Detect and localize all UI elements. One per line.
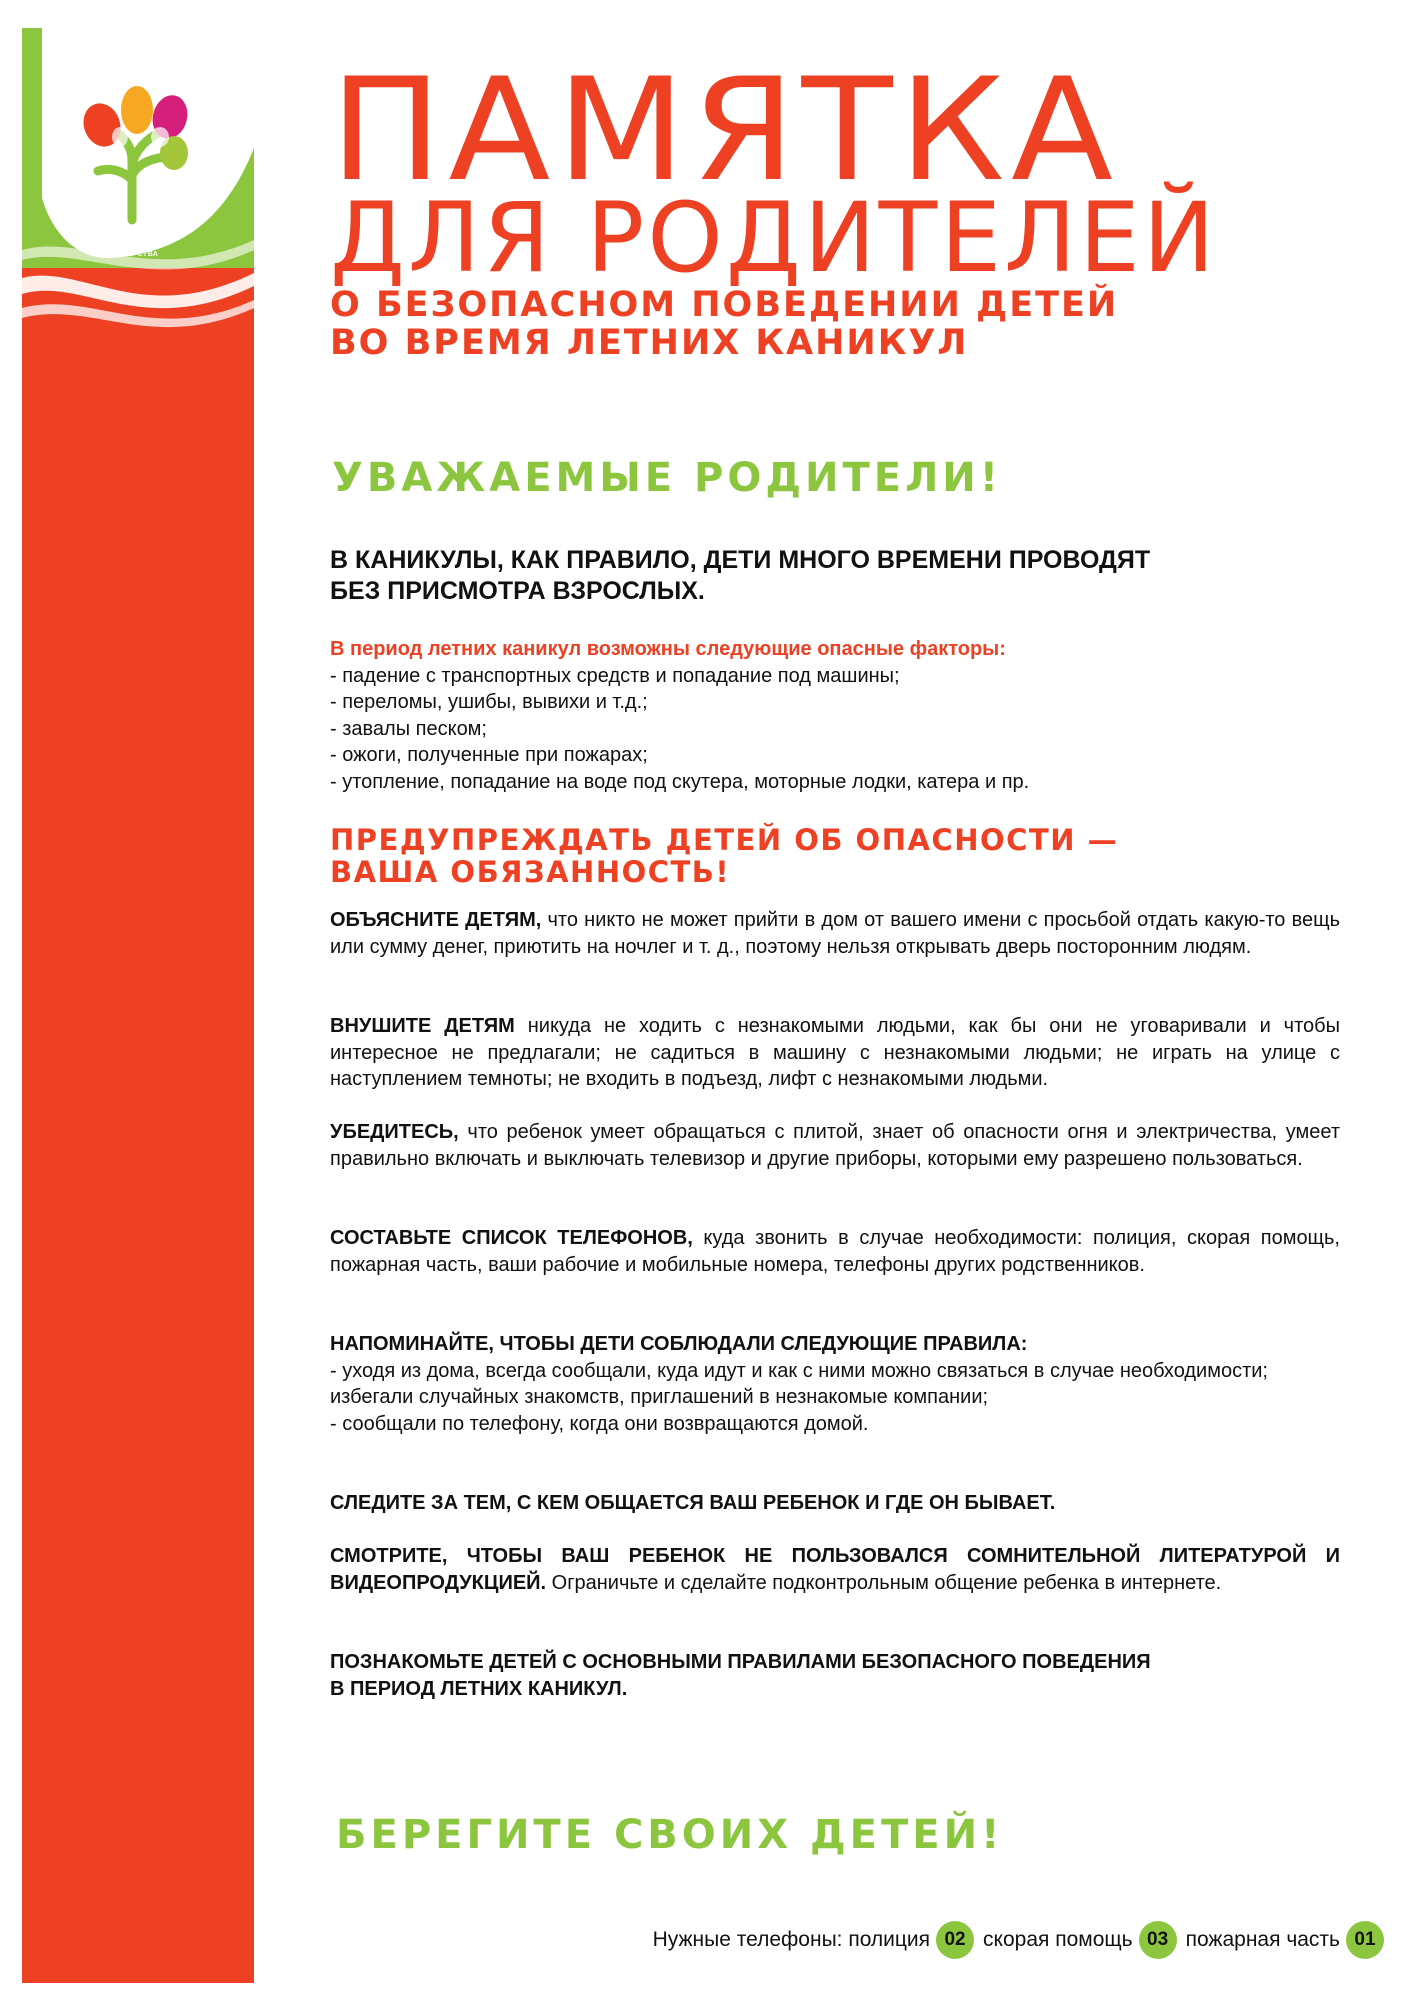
closing-heading: БЕРЕГИТЕ СВОИХ ДЕТЕЙ! — [336, 1812, 1004, 1858]
paragraph-watch — [330, 1490, 1340, 1517]
duty-heading — [330, 824, 1340, 888]
paragraph-remind-lead: НАПОМИНАЙТЕ, ЧТОБЫ ДЕТИ СОБЛЮДАЛИ СЛЕДУЮЩИЕ ПРАВИЛА: — [330, 1333, 1028, 1355]
factor-item: - ожоги, полученные при пожарах; — [330, 744, 648, 766]
lead-statement — [330, 545, 1340, 607]
family-tree-icon — [62, 75, 202, 225]
paragraph-ensure-lead: УБЕДИТЕСЬ, — [330, 1121, 459, 1143]
logo-line3: МАСТЕРСТВА — [105, 251, 159, 258]
lead-line1: В КАНИКУЛЫ, КАК ПРАВИЛО, ДЕТИ МНОГО ВРЕМЕНИ ПРОВОДЯТ — [330, 546, 1151, 574]
paragraph-media-lead: СМОТРИТЕ, ЧТОБЫ ВАШ РЕБЕНОК НЕ ПОЛЬЗОВАЛСЯ СОМНИТЕЛЬНОЙ ЛИТЕРАТУРОЙ И ВИДЕОПРОДУКЦИЕЙ. — [330, 1545, 1340, 1594]
remind-item: - уходя из дома, всегда сообщали, куда идут и как с ними можно связаться в случае необходимости; — [330, 1359, 1268, 1382]
side-band — [22, 28, 254, 1983]
paragraph-remind — [330, 1331, 1340, 1437]
paragraph-explain-lead: ОБЪЯСНИТЕ ДЕТЯМ, — [330, 909, 542, 931]
paragraph-phone-list-lead: СОСТАВЬТЕ СПИСОК ТЕЛЕФОНОВ, — [330, 1227, 693, 1249]
danger-factors — [330, 636, 1340, 795]
paragraph-rules-line2: В ПЕРИОД ЛЕТНИХ КАНИКУЛ. — [330, 1677, 628, 1700]
fire-number-badge: 01 — [1346, 1921, 1384, 1959]
paragraph-media-text: Ограничьте и сделайте подконтрольным общение ребенка в интернете. — [546, 1571, 1222, 1594]
title-line2: ДЛЯ РОДИТЕЛЕЙ — [330, 182, 1218, 294]
factor-item: - падение с транспортных средств и попадание под машины; — [330, 664, 900, 687]
factor-item: - переломы, ушибы, вывихи и т.д.; — [330, 691, 648, 713]
duty-line1: ПРЕДУПРЕЖДАТЬ ДЕТЕЙ ОБ ОПАСНОСТИ — — [330, 823, 1119, 857]
remind-item: - сообщали по телефону, когда они возвращаются домой. — [330, 1412, 869, 1435]
paragraph-instill-text: никуда не ходить с незнакомыми людьми, как бы они не уговаривали и чтобы интересное не предлагали; не садиться в машину с незнакомыми людьми; не играть на улице с наступлением темноты; не входить в подъезд, лифт с незнакомыми людьми. — [330, 1015, 1340, 1090]
title-line1: ПАМЯТКА — [330, 48, 1120, 213]
remind-item: избегали случайных знакомств, приглашений в незнакомые компании; — [330, 1386, 989, 1408]
paragraph-ensure-text: что ребенок умеет обращаться с плитой, знает об опасности огня и электричества, умеет правильно включать и выключать телевизор и другие приборы, которыми ему разрешено пользоваться. — [330, 1121, 1340, 1170]
paragraph-watch-lead: СЛЕДИТЕ ЗА ТЕМ, С КЕМ ОБЩАЕТСЯ ВАШ РЕБЕНОК И ГДЕ ОН БЫВАЕТ. — [330, 1492, 1056, 1514]
subtitle-line1: О БЕЗОПАСНОМ ПОВЕДЕНИИ ДЕТЕЙ — [330, 285, 1119, 325]
paragraph-instill-lead: ВНУШИТЕ ДЕТЯМ — [330, 1015, 515, 1037]
center-logo — [62, 75, 202, 275]
factors-title: В период летних каникул возможны следующие опасные факторы: — [330, 638, 1006, 660]
logo-line1: ЦЕНТР — [105, 225, 159, 241]
paragraph-phone-list-text: куда звонить в случае необходимости: полиция, скорая помощь, пожарная часть, ваши рабочие и мобильные номера, телефоны других родственников. — [330, 1227, 1340, 1276]
logo-line2: СЕМЕЙНОГО — [107, 242, 157, 249]
paragraph-rules-line1: ПОЗНАКОМЬТЕ ДЕТЕЙ С ОСНОВНЫМИ ПРАВИЛАМИ БЕЗОПАСНОГО ПОВЕДЕНИЯ — [330, 1651, 1151, 1673]
subtitle — [330, 286, 1340, 362]
factor-item: - утопление, попадание на воде под скутера, моторные лодки, катера и пр. — [330, 770, 1030, 793]
logo-text — [62, 225, 202, 259]
ambulance-label: скорая помощь — [983, 1928, 1133, 1951]
paragraph-instill — [330, 1013, 1340, 1093]
paragraph-ensure — [330, 1119, 1340, 1172]
lead-line2: БЕЗ ПРИСМОТРА ВЗРОСЛЫХ. — [330, 577, 705, 605]
paragraph-explain-text: что никто не может прийти в дом от вашего имени с просьбой отдать какую-то вещь или сумму денег, приютить на ночлег и т. д., поэтому нельзя открывать дверь посторонним людям. — [330, 909, 1341, 958]
wave-white-1 — [22, 273, 254, 308]
duty-line2: ВАША ОБЯЗАННОСТЬ! — [330, 855, 731, 889]
greeting-heading: УВАЖАЕМЫЕ РОДИТЕЛИ! — [332, 455, 1003, 501]
paragraph-phone-list — [330, 1225, 1340, 1278]
police-number-badge: 02 — [936, 1921, 974, 1959]
phones-label: Нужные телефоны: полиция — [652, 1928, 931, 1951]
paragraph-rules — [330, 1649, 1340, 1702]
fire-label: пожарная часть — [1185, 1928, 1340, 1951]
subtitle-line2: ВО ВРЕМЯ ЛЕТНИХ КАНИКУЛ — [330, 323, 969, 363]
emergency-phones — [653, 1920, 1384, 1960]
paragraph-media — [330, 1543, 1340, 1596]
ambulance-number-badge: 03 — [1139, 1921, 1177, 1959]
paragraph-explain — [330, 907, 1340, 960]
factor-item: - завалы песком; — [330, 717, 487, 740]
